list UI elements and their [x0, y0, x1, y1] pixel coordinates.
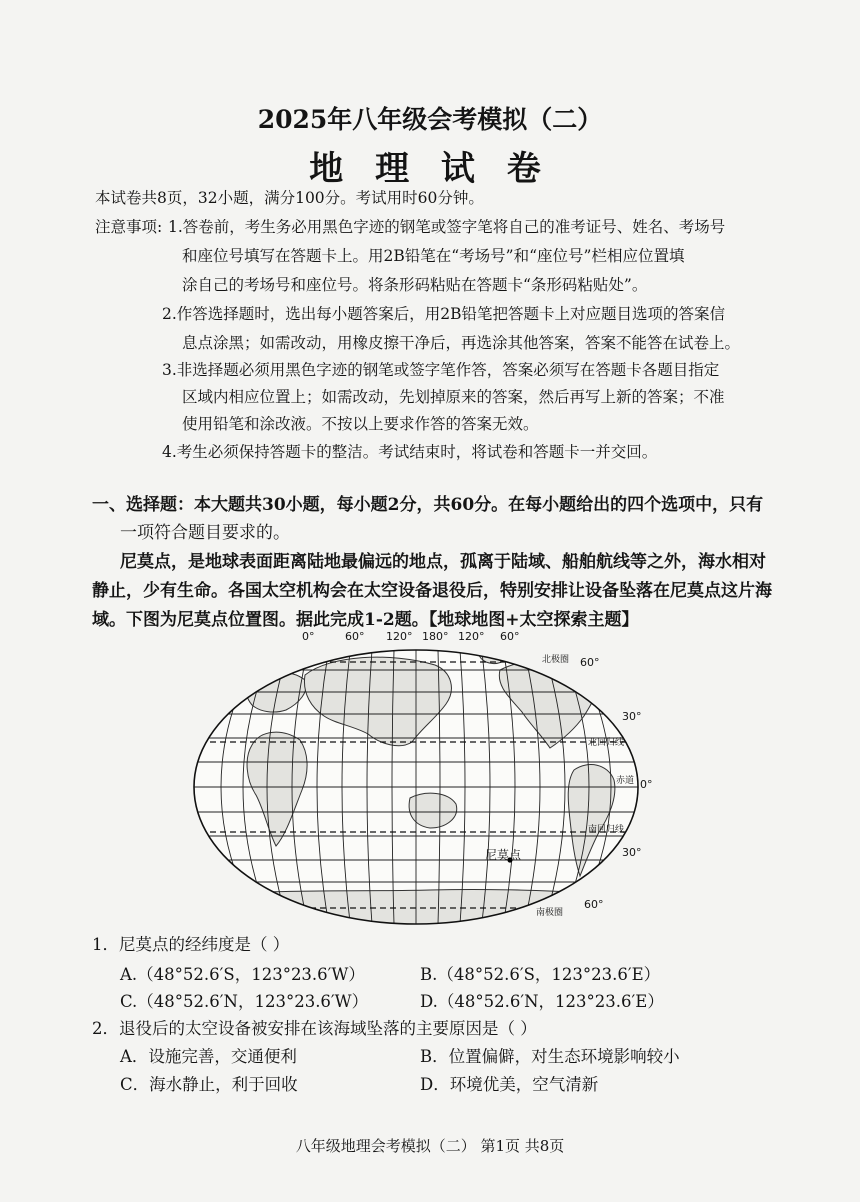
lat-label-30n: 30°: [622, 710, 642, 723]
lon-label-120e: 120°: [386, 630, 413, 643]
note-3-line-1: 3.非选择题必须用黑色字迹的钢笔或签字笔作答，答案必须写在答题卡各题目指定: [162, 361, 720, 379]
note-2-line-1: 2.作答选择题时，选出每小题答案后，用2B铅笔把答题卡上对应题目选项的答案信: [162, 305, 726, 323]
lon-label-0: 0°: [302, 630, 315, 643]
note-1-line-2: 和座位号填写在答题卡上。用2B铅笔在“考场号”和“座位号”栏相应位置填: [182, 247, 685, 265]
lat-label-0: 0°: [640, 778, 653, 791]
lat-label-30s: 30°: [622, 846, 642, 859]
q2-option-a: A．设施完善，交通便利: [120, 1047, 297, 1066]
passage-line-1: 尼莫点，是地球表面距离陆地最偏远的地点，孤离于陆域、船舶航线等之外，海水相对: [120, 552, 766, 572]
subject-title: 地 理 试 卷: [309, 149, 551, 189]
exam-intro: 本试卷共8页，32小题，满分100分。考试用时60分钟。: [95, 189, 484, 207]
section-1-heading-cont: 一项符合题目要求的。: [120, 523, 290, 543]
lon-label-60e: 60°: [345, 630, 365, 643]
note-4-line-1: 4.考生必须保持答题卡的整洁。考试结束时，将试卷和答题卡一并交回。: [162, 443, 658, 461]
q2-option-c: C．海水静止，利于回收: [120, 1075, 298, 1094]
q2-stem: 2．退役后的太空设备被安排在该海域坠落的主要原因是（ ）: [92, 1019, 537, 1038]
lat-label-60n: 60°: [580, 656, 600, 669]
passage-line-2: 静止，少有生命。各国太空机构会在太空设备退役后，特别安排让设备坠落在尼莫点这片海: [92, 581, 772, 601]
q2-option-d: D．环境优美，空气清新: [420, 1075, 599, 1094]
arctic-circle-label: 北极圈: [542, 655, 570, 665]
lon-label-180: 180°: [422, 630, 449, 643]
lat-label-60s: 60°: [584, 898, 604, 911]
world-map: [190, 630, 660, 930]
page-footer: 八年级地理会考模拟（二） 第1页 共8页: [295, 1137, 565, 1155]
q1-option-c: C.（48°52.6′N，123°23.6′W）: [120, 992, 369, 1011]
note-2-line-2: 息点涂黑；如需改动，用橡皮擦干净后，再选涂其他答案，答案不能答在试卷上。: [182, 334, 741, 352]
q1-stem: 1．尼莫点的经纬度是（ ）: [92, 935, 290, 954]
passage-line-3: 域。下图为尼莫点位置图。据此完成1-2题。【地球地图+太空探索主题】: [92, 610, 639, 630]
note-1-line-1: 1.答卷前，考生务必用黑色字迹的钢笔或签字笔将自己的准考证号、姓名、考场号: [168, 218, 726, 236]
notes-label: 注意事项:: [95, 218, 163, 236]
point-nemo-label: 尼莫点: [485, 848, 522, 862]
tropic-capricorn-label: 南回归线: [588, 825, 625, 835]
lon-label-120w: 120°: [458, 630, 485, 643]
note-3-line-2: 区域内相应位置上；如需改动，先划掉原来的答案，然后再写上新的答案；不准: [182, 388, 725, 406]
antarctic-circle-label: 南极圈: [536, 908, 564, 918]
q1-option-d: D.（48°52.6′N，123°23.6′E）: [420, 992, 664, 1011]
q1-option-b: B.（48°52.6′S，123°23.6′E）: [420, 965, 661, 984]
tropic-cancer-label: 北回归线: [588, 738, 625, 748]
note-3-line-3: 使用铅笔和涂改液。不按以上要求作答的答案无效。: [182, 415, 539, 433]
q1-option-a: A.（48°52.6′S，123°23.6′W）: [120, 965, 365, 984]
lon-label-60w: 60°: [500, 630, 520, 643]
equator-label: 赤道: [616, 776, 635, 786]
q2-option-b: B．位置偏僻，对生态环境影响较小: [420, 1047, 680, 1066]
exam-title: 2025年八年级会考模拟（二）: [257, 105, 603, 134]
note-1-line-3: 涂自己的考场号和座位号。将条形码粘贴在答题卡“条形码粘贴处”。: [182, 276, 648, 294]
section-1-heading: 一、选择题：本大题共30小题，每小题2分，共60分。在每小题给出的四个选项中，只有: [92, 495, 764, 515]
